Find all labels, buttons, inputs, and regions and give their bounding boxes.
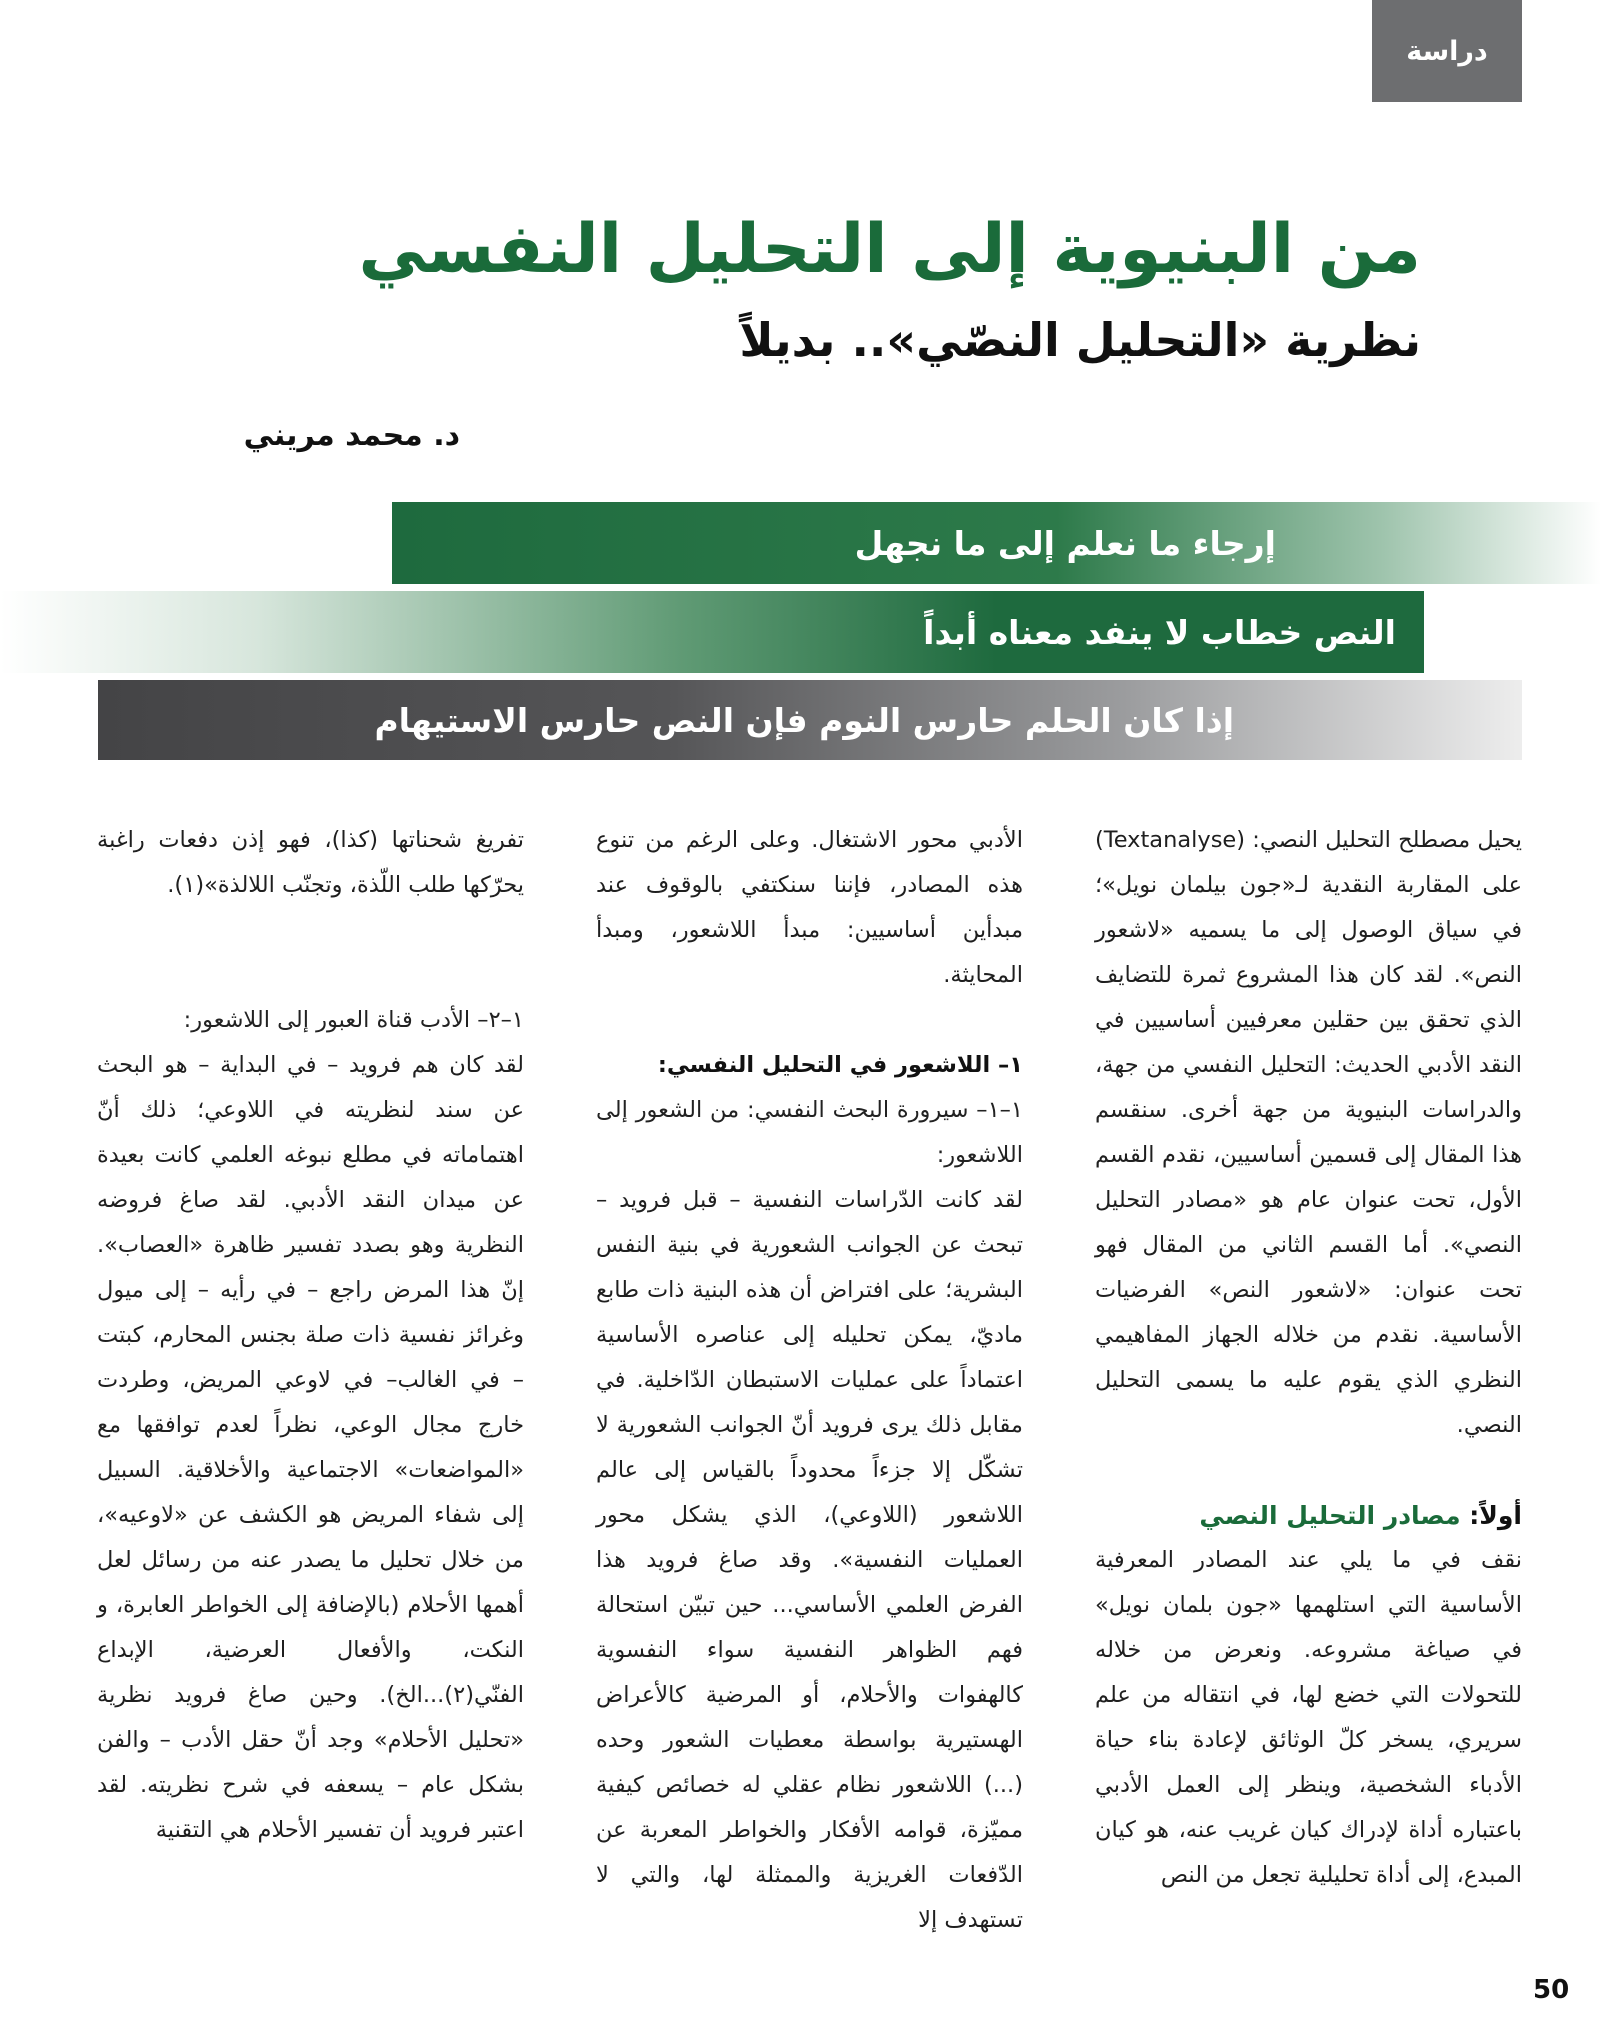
- section-heading-unconscious: ١– اللاشعور في التحليل النفسي:: [657, 1052, 1023, 1078]
- pull-quote-1: إرجاء ما نعلم إلى ما نجهل: [854, 523, 1276, 563]
- column1-intro: يحيل مصطلح التحليل النصي: (Textanalyse) على المقاربة النقدية لـ«جون بيلمان نويل»؛ في سياق الوصول إلى ما يسميه «لاشعور النص». لقد كان هذا المشروع ثمرة للتضايف الذي تحقق بين حقلين معرفيين أساسيين في النقد الأدبي الحديث: التحليل النفسي من جهة، والدراسات البنيوية من جهة أخرى. سنقسم هذا المقال إلى قسمين أساسيين، نقدم القسم الأول، تحت عنوان عام هو «مصادر التحليل النصي». أما القسم الثاني من المقال فهو تحت عنوان: «لاشعور النص» الفرضيات الأساسية. نقدم من خلاله الجهاز المفاهيمي النظري الذي يقوم عليه ما يسمى التحليل النصي.: [1095, 827, 1522, 1438]
- article-title: من البنيوية إلى التحليل النفسي: [358, 210, 1421, 289]
- text-column-middle: [596, 818, 1023, 1943]
- subheading-literature-channel: ١–٢– الأدب قناة العبور إلى اللاشعور:: [183, 1007, 524, 1033]
- section-heading-sources: [1095, 1493, 1522, 1538]
- pull-quote-3: إذا كان الحلم حارس النوم فإن النص حارس الاستيهام: [374, 700, 1234, 740]
- text-column-left: [97, 818, 524, 1853]
- column3-body: لقد كان هم فرويد – في البداية – هو البحث عن سند لنظريته في اللاوعي؛ ذلك أنّ اهتماماته في مطلع نبوغه العلمي كانت بعيدة عن ميدان النقد الأدبي. لقد صاغ فروضه النظرية وهو بصدد تفسير ظاهرة «العصاب». إنّ هذا المرض راجع – في رأيه – إلى ميول وغرائز نفسية ذات صلة بجنس المحارم، كبتت – في الغالب– في لاوعي المريض، وطردت خارج مجال الوعي، نظراً لعدم توافقها مع «المواضعات» الاجتماعية والأخلاقية. السبيل إلى شفاء المريض هو الكشف عن «لاوعيه»، من خلال تحليل ما يصدر عنه من رسائل لعل أهمها الأحلام (بالإضافة إلى الخواطر العابرة، و النكت، والأفعال العرضية، الإبداع الفنّي(٢)...الخ). وحين صاغ فرويد نظرية «تحليل الأحلام» وجد أنّ حقل الأدب – والفن بشكل عام – يسعفه في شرح نظريته. لقد اعتبر فرويد أن تفسير الأحلام هي التقنية: [97, 1052, 524, 1843]
- text-column-right: [1095, 818, 1522, 1898]
- author-name: د. محمد مريني: [243, 418, 460, 453]
- subheading-research-process: ١–١– سيرورة البحث النفسي: من الشعور إلى اللاشعور:: [596, 1097, 1023, 1168]
- article-subtitle: نظرية «التحليل النصّي».. بديلاً: [739, 313, 1421, 367]
- pull-quote-2: النص خطاب لا ينفد معناه أبداً: [923, 612, 1396, 652]
- pull-quote-band-1: [392, 502, 1601, 584]
- column3-intro: تفريغ شحناتها (كذا)، فهو إذن دفعات راغبة يحرّكها طلب اللّذة، وتجنّب اللالذة»(١).: [97, 827, 524, 898]
- column1-body: نقف في ما يلي عند المصادر المعرفية الأساسية التي استلهمها «جون بلمان نويل» في صياغة مشروعه. ونعرض من خلاله للتحولات التي خضع لها، في انتقاله من علم سريري، يسخر كلّ الوثائق لإعادة بناء حياة الأدباء الشخصية، وينظر إلى العمل الأدبي باعتباره أداة لإدراك كيان غريب عنه، هو كيان المبدع، إلى أداة تحليلية تجعل من النص: [1095, 1547, 1522, 1888]
- section-tag: [1372, 0, 1522, 102]
- section-tag-label: دراسة: [1406, 35, 1488, 67]
- heading-prefix: أولاً:: [1469, 1501, 1522, 1530]
- heading-text: مصادر التحليل النصي: [1199, 1501, 1461, 1530]
- pull-quote-band-3: [98, 680, 1522, 760]
- column2-intro: الأدبي محور الاشتغال. وعلى الرغم من تنوع هذه المصادر، فإننا سنكتفي بالوقوف عند مبدأين أساسيين: مبدأ اللاشعور، ومبدأ المحايثة.: [596, 827, 1023, 988]
- page-number: 50: [1533, 1975, 1570, 2005]
- pull-quote-band-2: [0, 591, 1424, 673]
- column2-body: لقد كانت الدّراسات النفسية – قبل فرويد – تبحث عن الجوانب الشعورية في بنية النفس البشرية؛ على افتراض أن هذه البنية ذات طابع ماديّ، يمكن تحليله إلى عناصره الأساسية اعتماداً على عمليات الاستبطان الدّاخلية. في مقابل ذلك يرى فرويد أنّ الجوانب الشعورية لا تشكّل إلا جزءاً محدوداً بالقياس إلى عالم اللاشعور (اللاوعي)، الذي يشكل محور العمليات النفسية». وقد صاغ فرويد هذا الفرض العلمي الأساسي... حين تبيّن استحالة فهم الظواهر النفسية سواء النفسوية كالهفوات والأحلام، أو المرضية كالأعراض الهستيرية بواسطة معطيات الشعور وحده (...) اللاشعور نظام عقلي له خصائص كيفية مميّزة، قوامه الأفكار والخواطر المعربة عن الدّفعات الغريزية والممثلة لها، والتي لا تستهدف إلا: [596, 1187, 1023, 1933]
